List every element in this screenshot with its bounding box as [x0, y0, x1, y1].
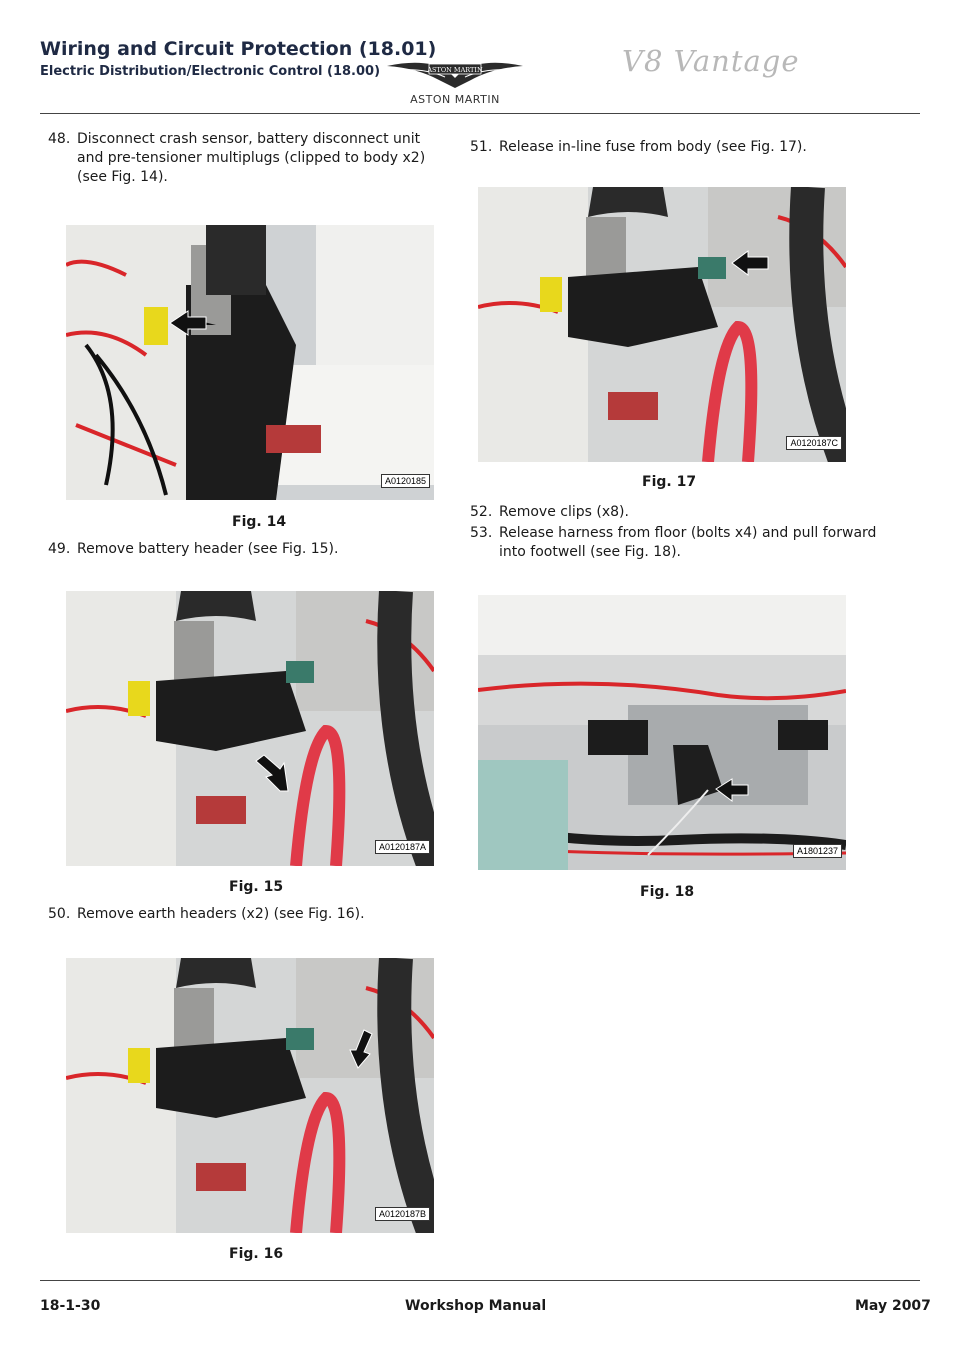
- step-text: Release harness from floor (bolts x4) and pull forward into footwell (see Fig. 18).: [499, 525, 877, 560]
- figure-15-caption: Fig. 15: [229, 879, 284, 895]
- logo-text: ASTON MARTIN: [410, 93, 500, 106]
- section-subtitle: Electric Distribution/Electronic Control (18.00): [40, 64, 381, 79]
- figure-16-caption: Fig. 16: [229, 1246, 284, 1262]
- figure-18-photo: [478, 595, 846, 870]
- step-number: 52.: [470, 504, 493, 520]
- section-title: Wiring and Circuit Protection (18.01): [40, 38, 437, 60]
- step-text: Remove battery header (see Fig. 15).: [77, 541, 339, 557]
- step-53: [470, 524, 890, 562]
- step-51: [470, 138, 890, 157]
- step-text: Disconnect crash sensor, battery disconnect unit and pre-tensioner multiplugs (clipped to body x2) (see Fig. 14).: [77, 131, 426, 185]
- figure-code: A0120187C: [786, 436, 842, 450]
- header-rule: [40, 113, 920, 114]
- step-number: 50.: [48, 906, 71, 922]
- figure-16-photo: [66, 958, 434, 1233]
- step-number: 51.: [470, 139, 493, 155]
- page-number: 18-1-30: [40, 1298, 101, 1314]
- figure-code: A0120185: [381, 474, 430, 488]
- logo-wings-text: ASTON MARTIN: [427, 66, 483, 74]
- publication-date: May 2007: [855, 1298, 931, 1314]
- step-number: 48.: [48, 131, 71, 147]
- figure-14-caption: Fig. 14: [232, 514, 287, 530]
- figure-18-caption: Fig. 18: [640, 884, 695, 900]
- figure-17-photo: [478, 187, 846, 462]
- figure-15-photo: [66, 591, 434, 866]
- step-52: [470, 503, 890, 522]
- step-49: [48, 540, 443, 559]
- figure-code: A0120187B: [375, 1207, 430, 1221]
- step-48: [48, 130, 443, 187]
- figure-14-photo: [66, 225, 434, 500]
- figure-code: A0120187A: [375, 840, 430, 854]
- footer-rule: [40, 1280, 920, 1281]
- step-text: Release in-line fuse from body (see Fig. 17).: [499, 139, 807, 155]
- figure-17-caption: Fig. 17: [642, 474, 697, 490]
- step-number: 53.: [470, 525, 493, 541]
- manual-name: Workshop Manual: [405, 1298, 547, 1314]
- step-text: Remove clips (x8).: [499, 504, 629, 520]
- model-brand: V8 Vantage: [622, 44, 800, 78]
- step-number: 49.: [48, 541, 71, 557]
- step-50: [48, 905, 443, 924]
- figure-code: A1801237: [793, 844, 842, 858]
- step-text: Remove earth headers (x2) (see Fig. 16).: [77, 906, 365, 922]
